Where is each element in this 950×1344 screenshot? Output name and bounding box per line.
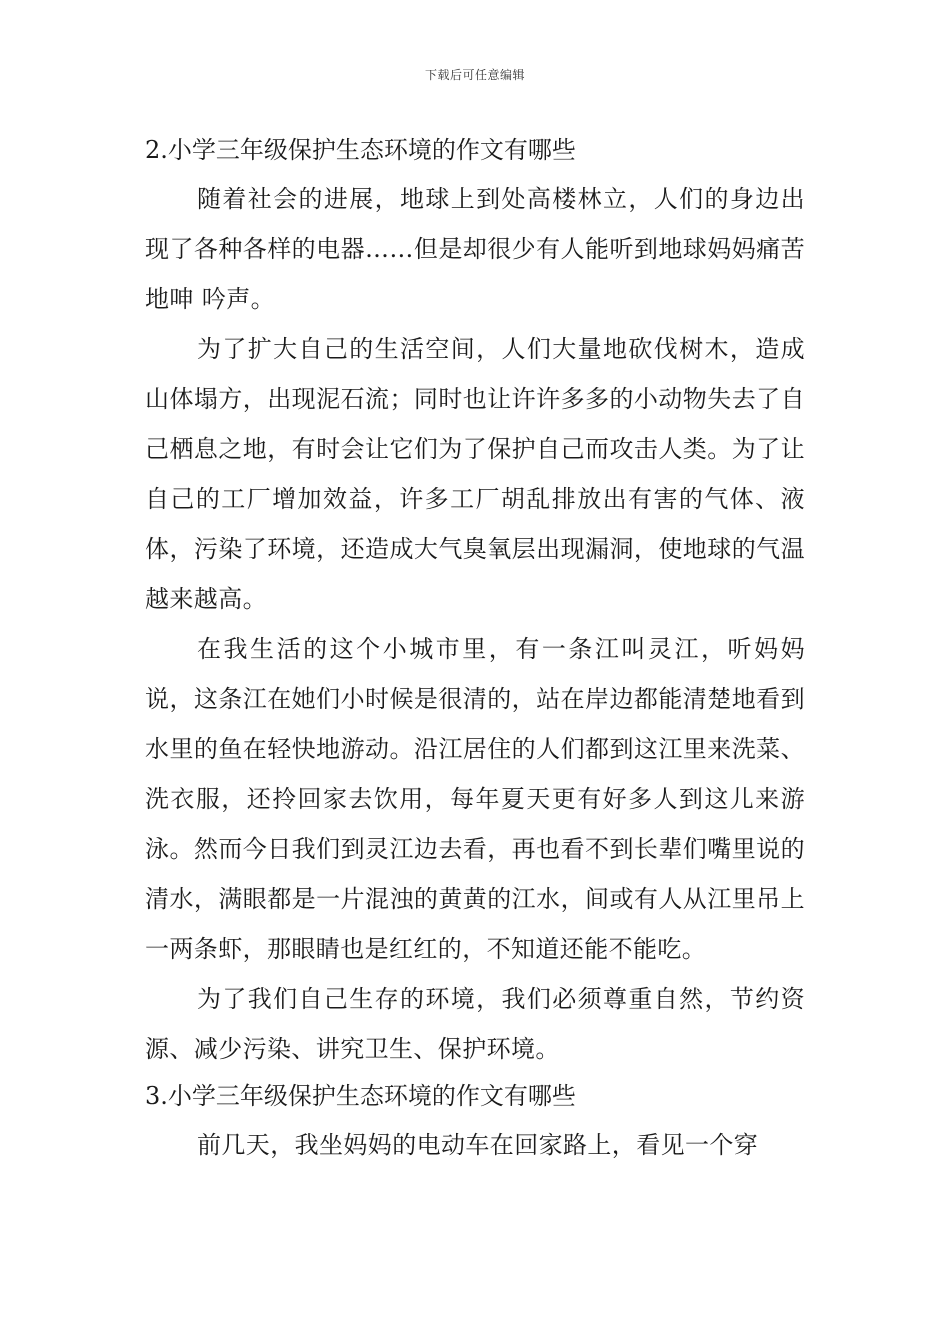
document-body (145, 128, 805, 1170)
paragraph: 为了扩大自己的生活空间，人们大量地砍伐树木，造成山体塌方，出现泥石流；同时也让许许多多的小动物失去了自己栖息之地，有时会让它们为了保护自己而攻击人类。为了让自己的工厂增加效益，许多工厂胡乱排放出有害的气体、液体，污染了环境，还造成大气臭氧层出现漏洞，使地球的气温越来越高。 (145, 335, 805, 613)
section-heading-2: 2.小学三年级保护生态环境的作文有哪些 (145, 136, 576, 164)
paragraph: 在我生活的这个小城市里，有一条江叫灵江，听妈妈说，这条江在她们小时候是很清的，站在岸边都能清楚地看到水里的鱼在轻快地游动。沿江居住的人们都到这江里来洗菜、洗衣服，还拎回家去饮用，每年夏天更有好多人到这儿来游泳。然而今日我们到灵江边去看，再也看不到长辈们嘴里说的清水，满眼都是一片混浊的黄黄的江水，间或有人从江里吊上一两条虾，那眼睛也是红红的，不知道还能不能吃。 (145, 635, 805, 963)
paragraph: 随着社会的进展，地球上到处高楼林立，人们的身边出现了各种各样的电器……但是却很少有人能听到地球妈妈痛苦地呻 吟声。 (145, 185, 805, 313)
header-note: 下载后可任意编辑 (424, 68, 525, 82)
section-heading-3: 3.小学三年级保护生态环境的作文有哪些 (145, 1082, 576, 1110)
paragraph: 为了我们自己生存的环境，我们必须尊重自然，节约资源、减少污染、讲究卫生、保护环境。 (145, 985, 805, 1063)
paragraph: 前几天，我坐妈妈的电动车在回家路上，看见一个穿 (197, 1131, 759, 1159)
